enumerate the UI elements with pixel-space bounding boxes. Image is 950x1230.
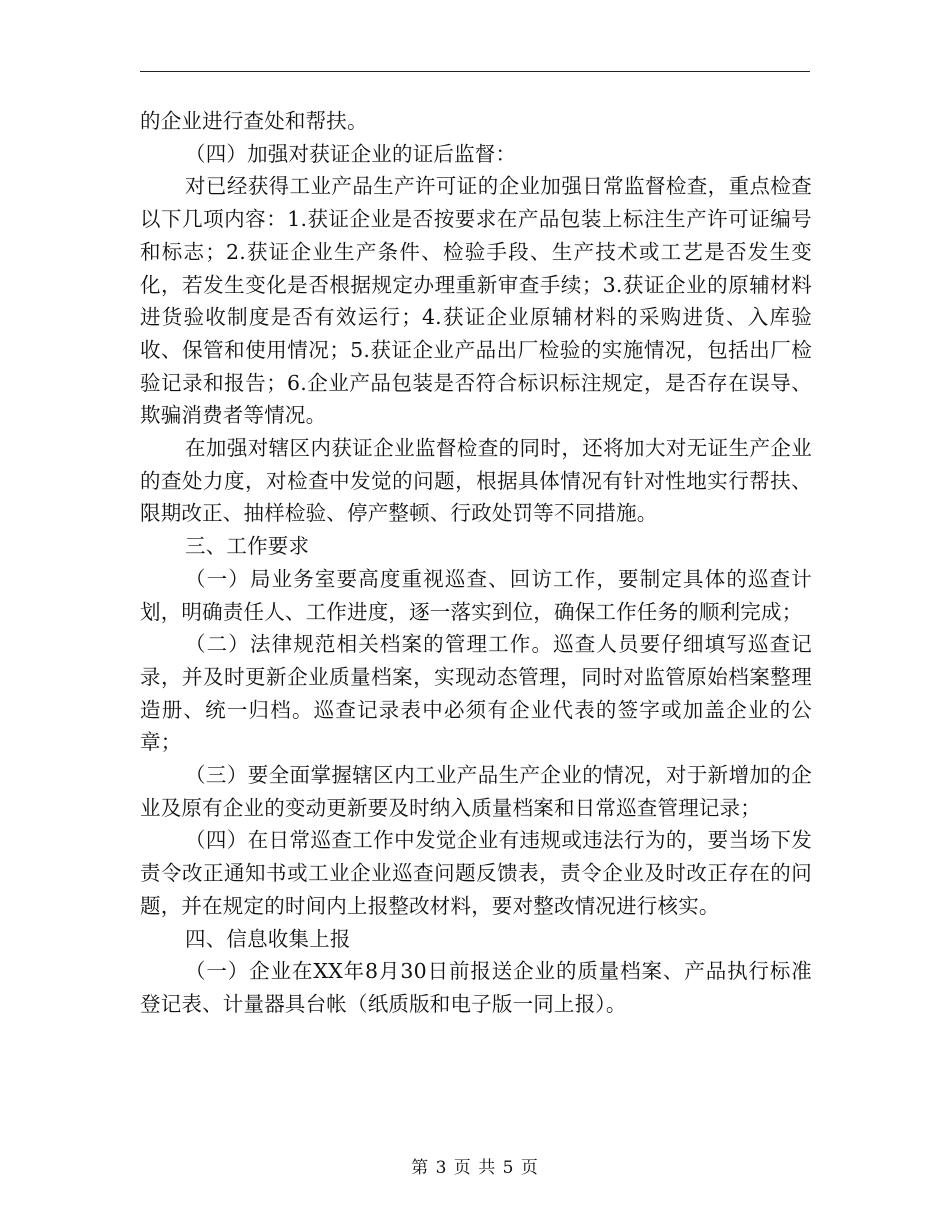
section-heading-3: 三、工作要求 — [185, 534, 310, 559]
paragraph-3: 对已经获得工业产品生产许可证的企业加强日常监督检查，重点检查以下几项内容：1.获证企业是否按要求在产品包装上标注生产许可证编号和标志；2.获证企业生产条件、检验手段、生产技术或工艺是否发生变化，若发生变化是否根据规定办理重新审查手续；3.获证企业的原辅材料进货验收制度是否有效运行；4.获证企业原辅材料的采购进货、入库验收、保管和使用情况；5.获证企业产品出厂检验的实施情况，包括出厂检验记录和报告；6.企业产品包装是否符合标识标注规定，是否存在误导、欺骗消费者等情况。 — [140, 174, 812, 428]
section-heading-4: 四、信息收集上报 — [185, 926, 351, 951]
paragraph-1: 的企业进行查处和帮扶。 — [140, 109, 368, 133]
paragraph-8: （三）要全面掌握辖区内工业产品生产企业的情况，对于新增加的企业及原有企业的变动更新要及时纳入质量档案和日常巡查管理记录； — [140, 763, 812, 820]
paragraph-11: （一）企业在XX年8月30日前报送企业的质量档案、产品执行标准登记表、计量器具台帐（纸质版和电子版一同上报）。 — [140, 959, 812, 1016]
paragraph-9: （四）在日常巡查工作中发觉企业有违规或违法行为的，要当场下发责令改正通知书或工业企业巡查问题反馈表，责令企业及时改正存在的问题，并在规定的时间内上报整改材料，要对整改情况进行核实。 — [140, 828, 812, 918]
document-body — [140, 105, 812, 1021]
paragraph-2: （四）加强对获证企业的证后监督： — [185, 141, 517, 166]
paragraph-6: （一）局业务室要高度重视巡查、回访工作，要制定具体的巡查计划，明确责任人、工作进度，逐一落实到位，确保工作任务的顺利完成； — [140, 566, 812, 624]
paragraph-7: （二）法律规范相关档案的管理工作。巡查人员要仔细填写巡查记录，并及时更新企业质量档案，实现动态管理，同时对监管原始档案整理造册、统一归档。巡查记录表中必须有企业代表的签字或加盖企业的公章； — [140, 632, 812, 755]
header-rule — [140, 71, 810, 72]
page-number: 第 3 页 共 5 页 — [411, 1158, 539, 1178]
paragraph-4: 在加强对辖区内获证企业监督检查的同时，还将加大对无证生产企业的查处力度，对检查中发觉的问题，根据具体情况有针对性地实行帮扶、限期改正、抽样检验、停产整顿、行政处罚等不同措施。 — [140, 436, 812, 526]
